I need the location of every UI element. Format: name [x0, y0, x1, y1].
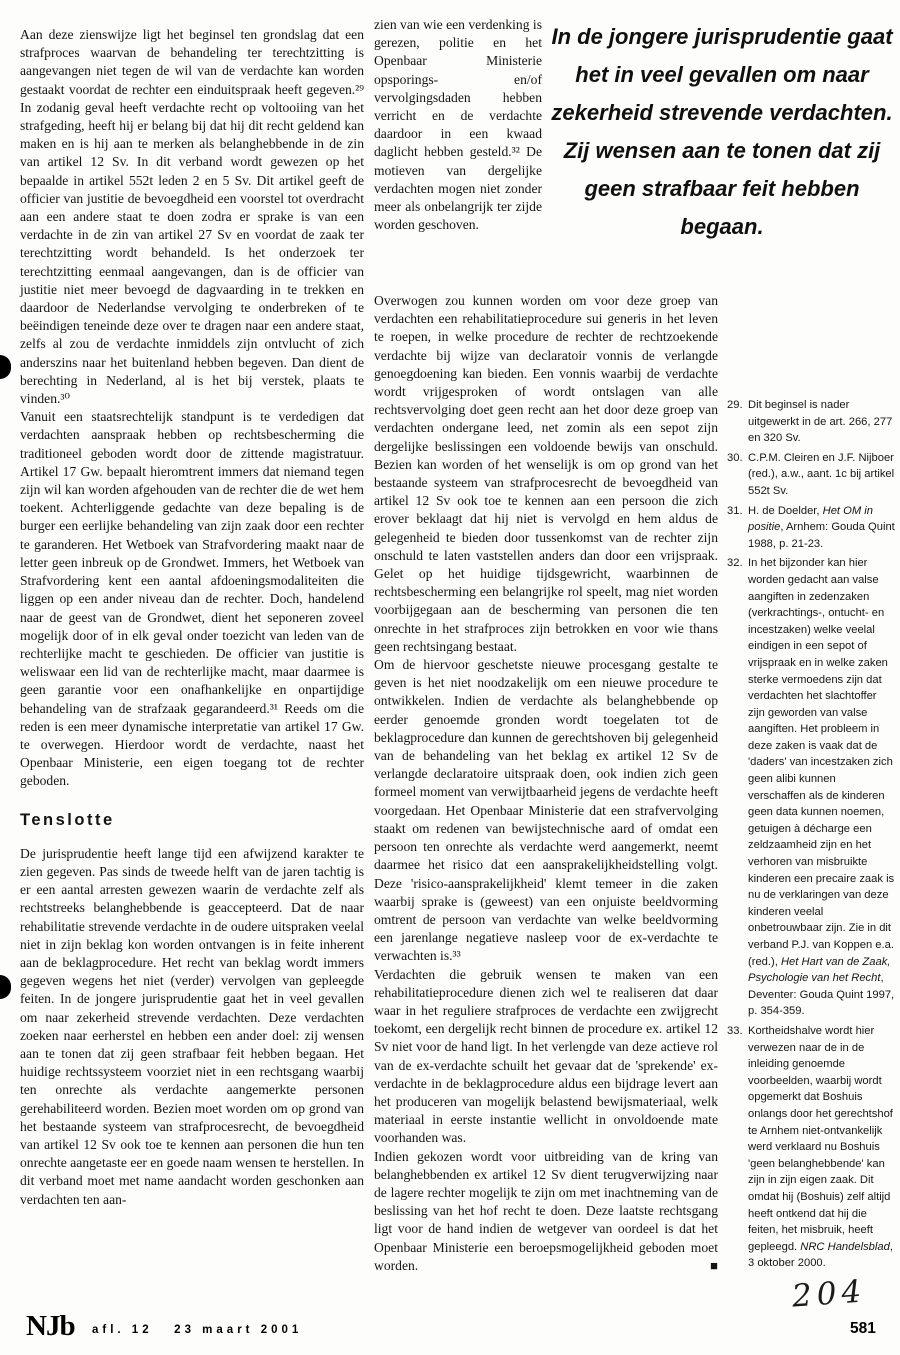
left-column — [20, 26, 364, 1209]
footnote — [727, 450, 895, 500]
middle-column — [374, 292, 718, 1275]
journal-logo: NJb — [26, 1310, 75, 1342]
body-paragraph: Aan deze zienswijze ligt het beginsel ten grondslag dat een strafproces waarvan de behandeling ter terechtzitting is aangevangen niet tegen de wil van de verdachte kan worden gestaakt voordat de rechter een einduitspraak heeft gegeven.²⁹ In zodanig geval heeft verdachte recht op voltooiing van het strafgeding, heeft hij er belang bij dat hij dit recht geldend kan maken en is hij aan te merken als belanghebbende in de zin van artikel 12 Sv. In dit verband wordt gewezen op het bepaalde in artikel 552t leden 2 en 5 Sv. Dit artikel geeft de officier van justitie de bevoegdheid een voorstel tot overdracht aan een andere staat te doen zodra er sprake is van een verdachte in de zin van artikel 27 Sv en voordat de zaak ter terechtzitting wordt behandeld. Is het onderzoek ter terechtzitting eenmaal aangevangen, dan is de officier van justitie niet meer bevoegd de dagvaarding in te trekken en daardoor de Nederlandse vervolging te onderbreken of te beëindigen teneinde deze over te dragen naar een andere staat, zelfs al zou de verdachte inmiddels zijn ontvlucht of zich anderszins naar het buitenland hebben begeven. Dan dient de berechting in Nederland, al is het bij verstek, plaats te vinden.³⁰ — [20, 27, 364, 407]
footnote-text: Kortheidshalve wordt hier verwezen naar de in de inleiding genoemde voorbeelden, waarbij wordt opgemerkt dat Boshuis onlangs door het gerechtshof te Arnhem niet-ontvankelijk werd verklaard nu Boshuis 'geen belanghebbende' kan zijn in zijn eigen zaak. Dit omdat hij (Boshuis) zelf altijd heeft ontkend dat hij die feiten, het misbruik, heeft gepleegd. NRC Handelsblad, 3 oktober 2000. — [748, 1024, 893, 1270]
footnote-text: Dit beginsel is nader uitgewerkt in de art. 266, 277 en 320 Sv. — [748, 399, 893, 445]
body-paragraph: Om de hiervoor geschetste nieuwe procesgang gestalte te geven is het niet noodzakelijk om een nieuwe procedure te ontwikkelen. Indien de verdachte als belanghebbende op eerder genoemde gronden wordt toegelaten tot de beklagprocedure dan kunnen de gerechtshoven bij gelegenheid van de behandeling van het beklag ex artikel 12 Sv de verlangde declaratoire uitspraak doen, ook indien zich geen formeel moment van verwijtbaarheid jegens de verdachte heeft voorgedaan. Het Openbaar Ministerie dat een strafvervolging staakt om redenen van bewijstechnische aard of omdat een persoon ten onrechte als verdachte werd aangemerkt, neemt daarmee het risico dat een aansprakelijkheidstelling volgt. Deze 'risico-aansprakelijkheid' klemt temeer in die zaken waarbij sprake is (geweest) van een onjuiste beeldvorming omtrent de persoon van verdachte van welke beeldvorming een jarenlange negatieve nasleep voor de ex-verdachte te verwachten is.³³ — [374, 657, 718, 964]
binder-mark — [0, 975, 11, 999]
middle-column-narrow — [374, 16, 542, 234]
body-paragraph: zien van wie een verdenking is gerezen, politie en het Openbaar Ministerie opsporings- en/of vervolgingsdaden hebben verricht en de verdachte daardoor in een kwaad daglicht hebben gesteld.³² De motieven van dergelijke verdachten mogen niet zonder meer als onbelangrijk ter zijde worden geschoven. — [374, 17, 542, 233]
footnotes-list — [727, 397, 895, 1275]
footnote-number: 32. — [727, 557, 743, 570]
pull-quote: In de jongere jurisprudentie gaat het in veel gevallen om naar zekerheid strevende verdachten. Zij wensen aan te tonen dat zij geen strafbaar feit hebben begaan. — [551, 24, 893, 239]
handwritten-page-number: 204 — [790, 1273, 868, 1315]
binder-mark — [0, 355, 11, 379]
footnote-number: 30. — [727, 451, 743, 464]
footnote — [727, 503, 895, 553]
article-end-mark: ■ — [710, 1257, 718, 1273]
body-paragraph: Overwogen zou kunnen worden om voor deze groep van verdachten een rehabilitatieprocedure sui generis in het leven te roepen, in welke procedure de rechter de rechtzoekende verdachte bij wijze van declaratoir vonnis de verlangde genoegdoening kan bieden. Een vonnis waarbij de verdachte wordt vrijgesproken of wordt ontslagen van alle rechtsvervolging doet geen recht aan het door deze groep van verdachten ondergane leed, net zomin als een sepot zijn dergelijke beslissingen een voldoende bewijs van onschuld. Bezien kan worden of het wenselijk is om op grond van het bestaande systeem van strafprocesrecht de bevoegdheid van artikel 12 Sv ook toe te kennen aan een persoon die zich erover beklaagt dat hij niet is vervolgd en hem aldus de gelegenheid te bieden door tussenkomst van de rechter zijn onschuld te laten vaststellen anders dan door een vrijspraak. Gelet op het huidige tijdsgewricht, waarbinnen de rechtsbescherming een belangrijke rol speelt, mag niet worden voorbijgegaan aan de bescherming van personen die ten onrechte in het strafproces zijn betrokken en voor wie thans geen rechtsingang bestaat. — [374, 293, 718, 654]
issue-date: afl. 12 23 maart 2001 — [92, 1324, 303, 1336]
body-paragraph: Verdachten die gebruik wensen te maken van een rehabilitatieprocedure dienen zich wel te realiseren dat daar waar in het reguliere strafproces de verdachte een zwijgrecht toekomt, een dergelijk recht binnen de procedure ex. artikel 12 Sv niet voor de hand ligt. In het verlengde van deze actieve rol van de ex-verdachte schuilt het gevaar dat de 'sprekende' ex-verdachte in de beklagprocedure aldus een bijdrage levert aan het produceren van mogelijk belastend bewijsmateriaal, welk materiaal in eerste instantie wellicht in onvoldoende mate voorhanden was. — [374, 966, 718, 1146]
body-paragraph: De jurisprudentie heeft lange tijd een afwijzend karakter te zien gegeven. Pas sinds de tweede helft van de jaren tachtig is er een aantal arresten gewezen waarin de verdachte zelf als rechtstreeks belanghebbende is geaccepteerd. Dat de naar rehabilitatie strevende verdachte in de oudere uitspraken veelal niet in zijn beklag kon worden ontvangen is in feite inherent aan de beklagprocedure. Het recht van beklag wordt immers gegeven wegens het niet (verder) vervolgen van gepleegde feiten. In de jongere jurisprudentie gaat het in veel gevallen om naar zekerheid strevende verdachten. Deze verdachten zoeken naar eerherstel en hebben een ander doel: zij wensen aan te tonen dat zij geen strafbaar feit hebben begaan. Het huidige rechtssysteem voorziet niet in een rechtsgang waarbij ten onrechte als verdachte aangemerkte personen gerehabiliteerd worden. Bezien moet worden om op grond van het bestaande systeem van strafprocesrecht, de bevoegdheid van artikel 12 Sv ook toe te kennen aan personen die hun ten onrechte aangetaste eer en goede naam wensen te herstellen. In dit verband moet met name aandacht worden geschonken aan verdachten ten aan- — [20, 845, 364, 1207]
footnote — [727, 555, 895, 1020]
body-paragraph-text: Indien gekozen wordt voor uitbreiding van de kring van belanghebbenden ex artikel 12 Sv dient terugverwijzing naar de lagere rechter mogelijk te zijn om met inachtneming van de beslissing van het hof recht te doen. Deze laatste rechtsgang ligt voor de hand indien de wetgever van oordeel is dat het Openbaar Ministerie een beroepsmogelijkheid geboden moet worden. — [374, 1148, 718, 1273]
footnote-number: 33. — [727, 1024, 743, 1037]
footnote-number: 29. — [727, 399, 743, 411]
footnote — [727, 397, 895, 447]
page-number: 581 — [850, 1320, 876, 1337]
footnote-text: In het bijzonder kan hier worden gedacht aan valse aangiften in zedenzaken (verkrachtings-, ontucht- en incestzaken) welke veelal eindigen in een sepot of vrijspraak en in welke zaken sterke vermoedens zijn dat verdachten het slachtoffer zijn geworden van valse aangiften. Het probleem in deze zaken is vaak dat de 'daders' van incestzaken zich geen alibi kunnen verschaffen als de kinderen geen data kunnen noemen, getuigen à décharge een zeldzaamheid zijn en het verhoren van misbruikte kinderen een precaire zaak is nu de verklaringen van deze kinderen veelal onbetrouwbaar zijn. Zie in dit verband P.J. van Koppen e.a. (red.), Het Hart van de Zaak, Psychologie van het Recht, Deventer: Gouda Quint 1997, p. 354-359. — [748, 557, 895, 1018]
footnote-number: 31. — [727, 504, 743, 517]
footnote-text: H. de Doelder, Het OM in positie, Arnhem: Gouda Quint 1988, p. 21-23. — [748, 504, 895, 550]
footnote — [727, 1023, 895, 1272]
body-paragraph: Vanuit een staatsrechtelijk standpunt is te verdedigen dat verdachten aanspraak hebben op rechtsbescherming die traditioneel geboden wordt door de zittende magistratuur. Artikel 17 Gw. bepaalt hieromtrent immers dat niemand tegen zijn wil kan worden afgehouden van de rechter die de wet hem toekent. Achterliggende gedachte van deze bepaling is de burger een eerlijke behandeling van zijn zaak door een rechter te garanderen. Het Wetboek van Strafvordering maakt naar de letter geen inbreuk op de Grondwet. Immers, het Wetboek van Strafvordering kent een aantal afdoeningsmodaliteiten die liggen op een ander niveau dan de rechter. Doch, handelend naar de geest van de Grondwet, dient het seponeren zoveel mogelijk door of in elk geval onder toezicht van leden van de rechterlijke macht te geschieden. De officier van justitie is weliswaar een lid van de rechterlijke macht, maar daarmee is geen garantie voor een onafhankelijke en onpartijdige behandeling van de strafzaak gegarandeerd.³¹ Reeds om die reden is een meer dynamische interpretatie van artikel 17 Gw. te overwegen. Hierdoor wordt de verdachte, naast het Openbaar Ministerie, een eigen toegang tot de rechter geboden. — [20, 409, 364, 789]
body-paragraph — [374, 1148, 718, 1275]
section-heading-tenslotte: Tenslotte — [20, 810, 115, 829]
footnote-text: C.P.M. Cleiren en J.F. Nijboer (red.), a.w., aant. 1c bij artikel 552t Sv. — [748, 451, 895, 497]
